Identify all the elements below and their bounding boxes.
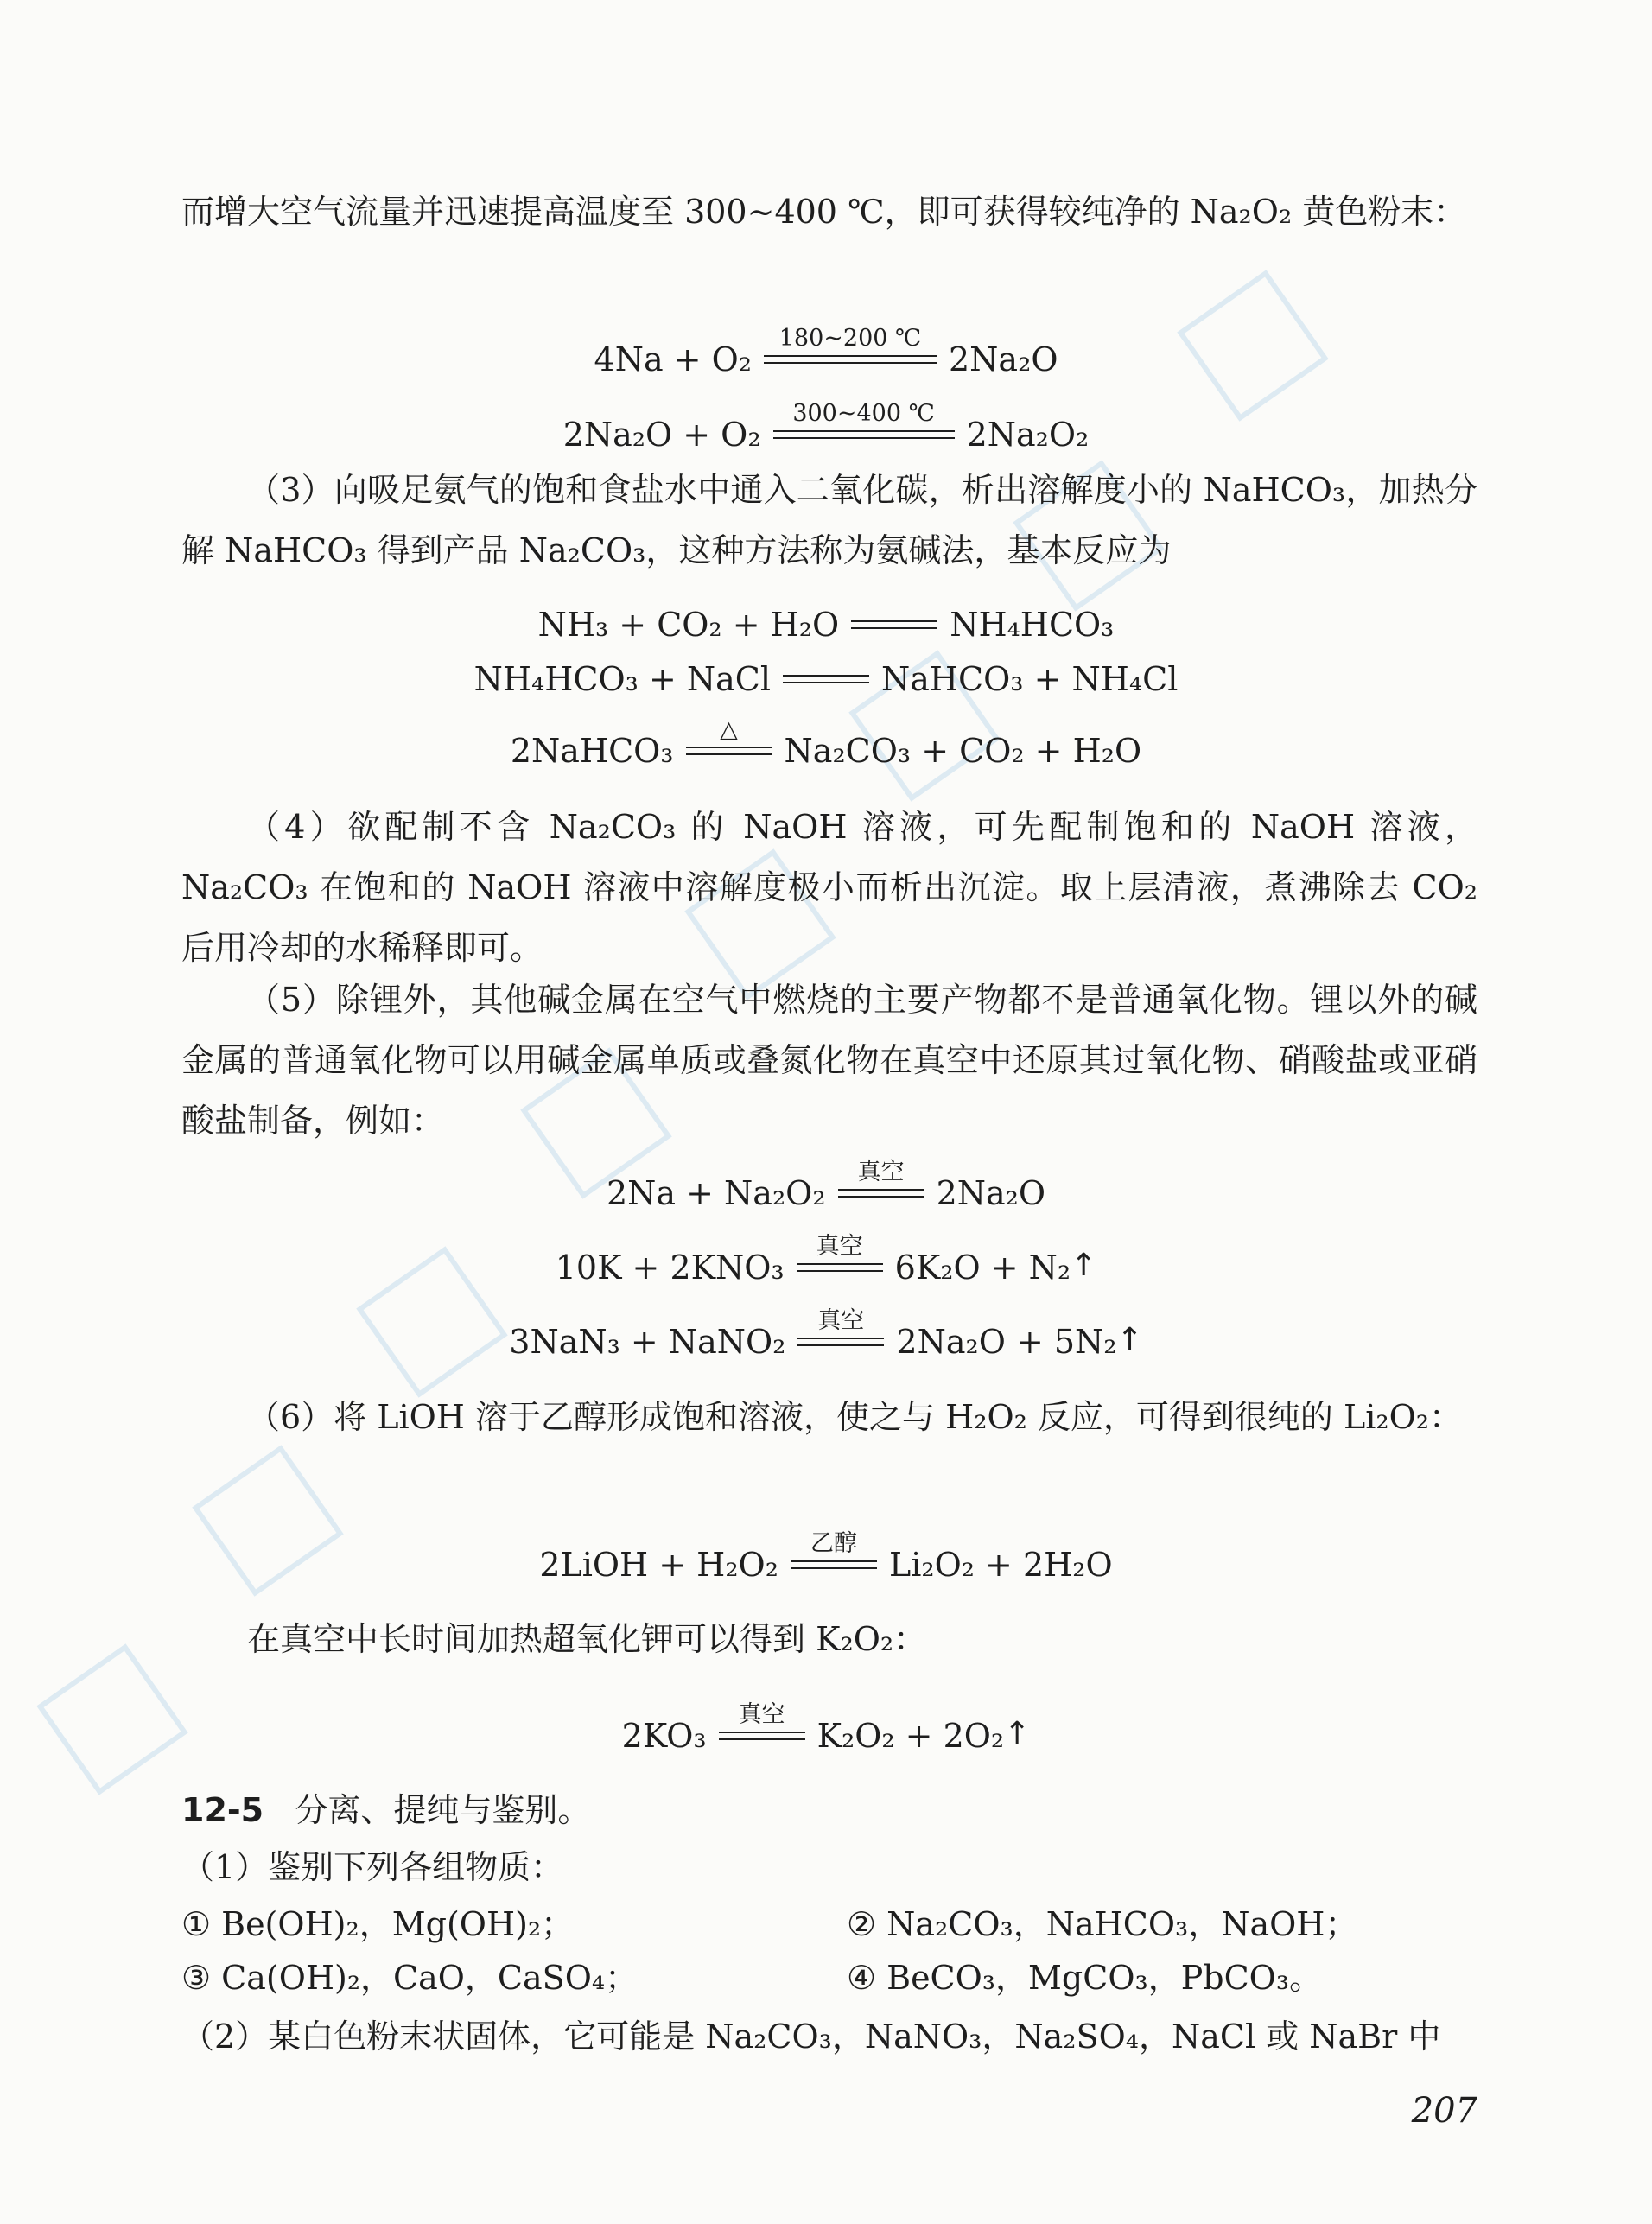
subquestion-2: （2）某白色粉末状固体，它可能是 Na₂CO₃，NaNO₃，Na₂SO₄，NaCl 或 NaBr 中 (181, 2017, 1441, 2056)
subquestion-1: （1）鉴别下列各组物质： (181, 1848, 564, 1886)
equation-9-right: Li₂O₂ + 2H₂O (888, 1545, 1113, 1584)
equation-1-arrow (764, 324, 937, 364)
equation-4-right: NaHCO₃ + NH₄Cl (881, 659, 1179, 698)
paragraph-3: （3）向吸足氨气的饱和食盐水中通入二氧化碳，析出溶解度小的 NaHCO₃，加热分解 NaHCO₃ 得到产品 Na₂CO₃，这种方法称为氨碱法，基本反应为 (181, 471, 1477, 569)
equation-2-right: 2Na₂O₂ (966, 415, 1090, 454)
equation-3-right: NH₄HCO₃ (950, 605, 1115, 644)
equation-5-condition: △ (720, 715, 738, 743)
equation-9-condition: 乙醇 (810, 1529, 857, 1557)
equation-8 (0, 1306, 1652, 1365)
equation-5-right: Na₂CO₃ + CO₂ + H₂O (784, 731, 1142, 770)
equation-7-condition: 真空 (816, 1232, 863, 1260)
equation-1-condition: 180~200 ℃ (778, 324, 922, 352)
equation-3-left: NH₃ + CO₂ + H₂O (537, 605, 840, 644)
gas-arrow-icon: ↑ (1116, 1322, 1143, 1357)
equation-9-left: 2LiOH + H₂O₂ (539, 1545, 778, 1584)
equation-10-right: K₂O₂ + 2O₂ (816, 1716, 1005, 1755)
equation-5 (0, 715, 1652, 774)
equation-1-left: 4Na + O₂ (594, 340, 752, 378)
equation-4-arrow (783, 675, 869, 683)
paragraph-4: （4）欲配制不含 Na₂CO₃ 的 NaOH 溶液，可先配制饱和的 NaOH 溶液，Na₂CO₃ 在饱和的 NaOH 溶液中溶解度极小而析出沉淀。取上层清液，煮沸除去 CO₂ 后用冷却的水稀释即可。 (181, 808, 1477, 967)
list-item: ① Be(OH)₂，Mg(OH)₂； (181, 1905, 575, 1943)
equation-10-arrow (719, 1700, 805, 1740)
equation-4-left: NH₄HCO₃ + NaCl (473, 659, 771, 698)
equation-5-arrow (686, 715, 772, 755)
equation-5-left: 2NaHCO₃ (510, 731, 674, 770)
equation-2-condition: 300~400 ℃ (792, 399, 935, 427)
equation-8-condition: 真空 (817, 1306, 865, 1334)
equation-3-arrow (851, 620, 937, 629)
equation-10-condition: 真空 (738, 1700, 785, 1728)
equation-4 (0, 652, 1652, 702)
equation-6-left: 2Na + Na₂O₂ (606, 1173, 826, 1212)
equation-2-arrow (773, 399, 955, 439)
equation-6-right: 2Na₂O (936, 1173, 1046, 1212)
paragraph-6: （6）将 LiOH 溶于乙醇形成饱和溶液，使之与 H₂O₂ 反应，可得到很纯的 Li₂O₂： (247, 1398, 1463, 1436)
equation-6-arrow (838, 1158, 924, 1198)
gas-arrow-icon: ↑ (1071, 1248, 1097, 1283)
page-number: 207 (1411, 2091, 1477, 2131)
list-item: ② Na₂CO₃，NaHCO₃，NaOH； (847, 1905, 1358, 1943)
list-item: ④ BeCO₃，MgCO₃，PbCO₃。 (847, 1959, 1323, 1997)
equation-8-left: 3NaN₃ + NaNO₂ (509, 1322, 786, 1361)
equation-10 (0, 1700, 1652, 1759)
equation-7-left: 10K + 2KNO₃ (555, 1248, 785, 1287)
equation-10-left: 2KO₃ (621, 1716, 707, 1755)
paragraph-7: 在真空中长时间加热超氧化钾可以得到 K₂O₂： (247, 1620, 927, 1658)
equation-3 (0, 598, 1652, 648)
equation-7-right: 6K₂O + N₂ (894, 1248, 1071, 1287)
equation-1-right: 2Na₂O (949, 340, 1058, 378)
paragraph-5: （5）除锂外，其他碱金属在空气中燃烧的主要产物都不是普通氧化物。锂以外的碱金属的普通氧化物可以用碱金属单质或叠氮化物在真空中还原其过氧化物、硝酸盐或亚硝酸盐制备，例如： (181, 981, 1477, 1140)
equation-6-condition: 真空 (857, 1158, 905, 1185)
equation-9-arrow (791, 1529, 877, 1569)
equation-7-arrow (797, 1232, 883, 1272)
question-12-5 (181, 1780, 1477, 1840)
equation-9 (0, 1529, 1652, 1588)
question-title: 分离、提纯与鉴别。 (295, 1791, 591, 1829)
equation-8-right: 2Na₂O + 5N₂ (896, 1322, 1117, 1361)
equation-2 (0, 399, 1652, 458)
equation-8-arrow (797, 1306, 884, 1346)
list-item: ③ Ca(OH)₂，CaO，CaSO₄； (181, 1959, 639, 1997)
gas-arrow-icon: ↑ (1004, 1716, 1031, 1751)
equation-2-left: 2Na₂O + O₂ (562, 415, 761, 454)
question-number: 12-5 (181, 1791, 264, 1829)
equation-1 (0, 324, 1652, 383)
paragraph-intro: 而增大空气流量并迅速提高温度至 300~400 ℃，即可获得较纯净的 Na₂O₂ 黄色粉末： (181, 193, 1467, 231)
equation-7 (0, 1232, 1652, 1291)
equation-6 (0, 1158, 1652, 1217)
